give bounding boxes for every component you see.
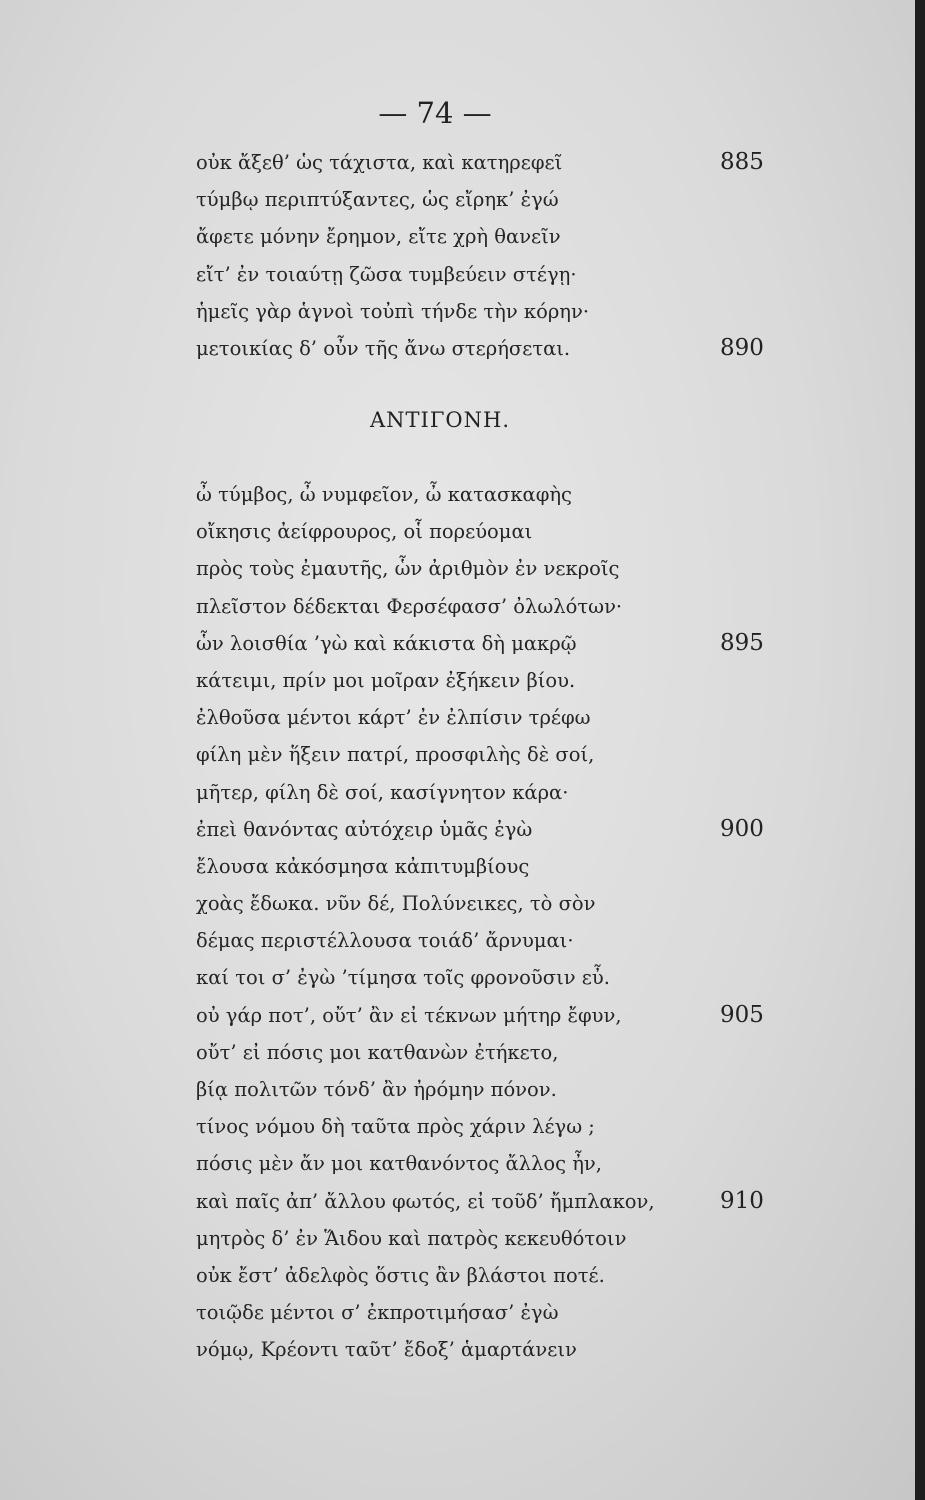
- verse-line: [196, 218, 796, 255]
- verse-block-2: [196, 476, 796, 1369]
- verse-text: οὔτ’ εἰ πόσις μοι κατθανὼν ἐτήκετο,: [196, 1040, 559, 1064]
- page-number: — 74 —: [378, 96, 492, 130]
- line-number: 900: [720, 815, 764, 842]
- verse-text: ὦ τύμβος, ὦ νυμφεῖον, ὦ κατασκαφὴς: [196, 483, 572, 506]
- verse-line: [196, 1220, 796, 1257]
- verse-text: οὐκ ἄξεθ’ ὡς τάχιστα, καὶ κατηρεφεῖ: [196, 151, 563, 174]
- verse-text: φίλη μὲν ἥξειν πατρί, προσφιλὴς δὲ σοί,: [196, 743, 595, 767]
- verse-text: καὶ παῖς ἀπ’ ἄλλου φωτός, εἰ τοῦδ’ ἤμπλακον,: [196, 1189, 655, 1213]
- line-number: 905: [720, 1001, 764, 1028]
- verse-text: ἔλουσα κἀκόσμησα κἀπιτυμβίους: [196, 854, 530, 878]
- line-number: 910: [720, 1187, 764, 1214]
- verse-line: [196, 662, 796, 699]
- verse-line: [196, 1257, 796, 1294]
- verse-line: [196, 625, 796, 662]
- speaker-heading: ΑΝΤΙΓΟΝΗ.: [370, 408, 510, 432]
- verse-line: [196, 959, 796, 996]
- verse-text: τίνος νόμου δὴ ταῦτα πρὸς χάριν λέγω ;: [196, 1115, 595, 1139]
- verse-line: [196, 922, 796, 959]
- verse-line: [196, 144, 796, 181]
- verse-text: δέμας περιστέλλουσα τοιάδ’ ἄρνυμαι·: [196, 929, 574, 953]
- verse-text: εἴτ’ ἐν τοιαύτῃ ζῶσα τυμβεύειν στέγῃ·: [196, 262, 577, 286]
- verse-line: [196, 293, 796, 330]
- verse-line: [196, 181, 796, 218]
- verse-text: οὐ γάρ ποτ’, οὔτ’ ἂν εἰ τέκνων μήτηρ ἔφυν,: [196, 1003, 622, 1027]
- verse-text: μετοικίας δ’ οὖν τῆς ἄνω στερήσεται.: [196, 336, 571, 360]
- verse-text: τύμβῳ περιπτύξαντες, ὡς εἴρηκ’ ἐγώ: [196, 188, 559, 212]
- verse-line: [196, 811, 796, 848]
- verse-line: [196, 330, 796, 367]
- verse-text: μητρὸς δ’ ἐν Ἅιδου καὶ πατρὸς κεκευθότοιν: [196, 1226, 627, 1250]
- verse-line: [196, 885, 796, 922]
- line-number: 895: [720, 629, 764, 656]
- line-number: 890: [720, 334, 764, 361]
- verse-line: [196, 256, 796, 293]
- verse-text: νόμῳ, Κρέοντι ταῦτ’ ἔδοξ’ ἁμαρτάνειν: [196, 1338, 577, 1362]
- verse-line: [196, 1331, 796, 1368]
- verse-text: ὧν λοισθία ’γὼ καὶ κάκιστα δὴ μακρῷ: [196, 631, 577, 655]
- verse-text: μῆτερ, φίλη δὲ σοί, κασίγνητον κάρα·: [196, 780, 569, 804]
- verse-line: [196, 1071, 796, 1108]
- verse-text: οἴκησις ἀείφρουρος, οἷ πορεύομαι: [196, 520, 533, 544]
- verse-text: κάτειμι, πρίν μοι μοῖραν ἐξήκειν βίου.: [196, 668, 576, 692]
- verse-block-1: [196, 144, 796, 367]
- verse-text: πόσις μὲν ἄν μοι κατθανόντος ἄλλος ἦν,: [196, 1152, 602, 1176]
- verse-line: [196, 1183, 796, 1220]
- verse-line: [196, 1108, 796, 1145]
- line-number: 885: [720, 149, 764, 175]
- verse-line: [196, 550, 796, 587]
- page-edge-shadow: [915, 0, 925, 1500]
- verse-text: ἐπεὶ θανόντας αὐτόχειρ ὑμᾶς ἐγὼ: [196, 817, 533, 841]
- verse-text: ἐλθοῦσα μέντοι κάρτ’ ἐν ἐλπίσιν τρέφω: [196, 706, 591, 730]
- verse-line: [196, 997, 796, 1034]
- verse-line: [196, 699, 796, 736]
- verse-text: ἡμεῖς γὰρ ἁγνοὶ τοὐπὶ τήνδε τὴν κόρην·: [196, 299, 590, 323]
- verse-text: ἄφετε μόνην ἔρημον, εἴτε χρὴ θανεῖν: [196, 225, 561, 249]
- verse-line: [196, 736, 796, 773]
- verse-line: [196, 1294, 796, 1331]
- verse-line: [196, 848, 796, 885]
- verse-line: [196, 1145, 796, 1182]
- verse-line: [196, 588, 796, 625]
- verse-text: πρὸς τοὺς ἐμαυτῆς, ὧν ἀριθμὸν ἐν νεκροῖς: [196, 557, 620, 581]
- verse-text: χοὰς ἔδωκα. νῦν δέ, Πολύνεικες, τὸ σὸν: [196, 892, 596, 916]
- verse-line: [196, 1034, 796, 1071]
- verse-line: [196, 513, 796, 550]
- verse-text: πλεῖστον δέδεκται Φερσέφασσ’ ὀλωλότων·: [196, 594, 623, 618]
- verse-text: οὐκ ἔστ’ ἀδελφὸς ὅστις ἂν βλάστοι ποτέ.: [196, 1263, 605, 1287]
- verse-line: [196, 774, 796, 811]
- verse-text: τοιῷδε μέντοι σ’ ἐκπροτιμήσασ’ ἐγὼ: [196, 1301, 559, 1325]
- verse-text: βίᾳ πολιτῶν τόνδ’ ἂν ἠρόμην πόνον.: [196, 1078, 557, 1101]
- verse-text: καί τοι σ’ ἐγὼ ’τίμησα τοῖς φρονοῦσιν εὖ.: [196, 966, 610, 990]
- verse-line: [196, 476, 796, 513]
